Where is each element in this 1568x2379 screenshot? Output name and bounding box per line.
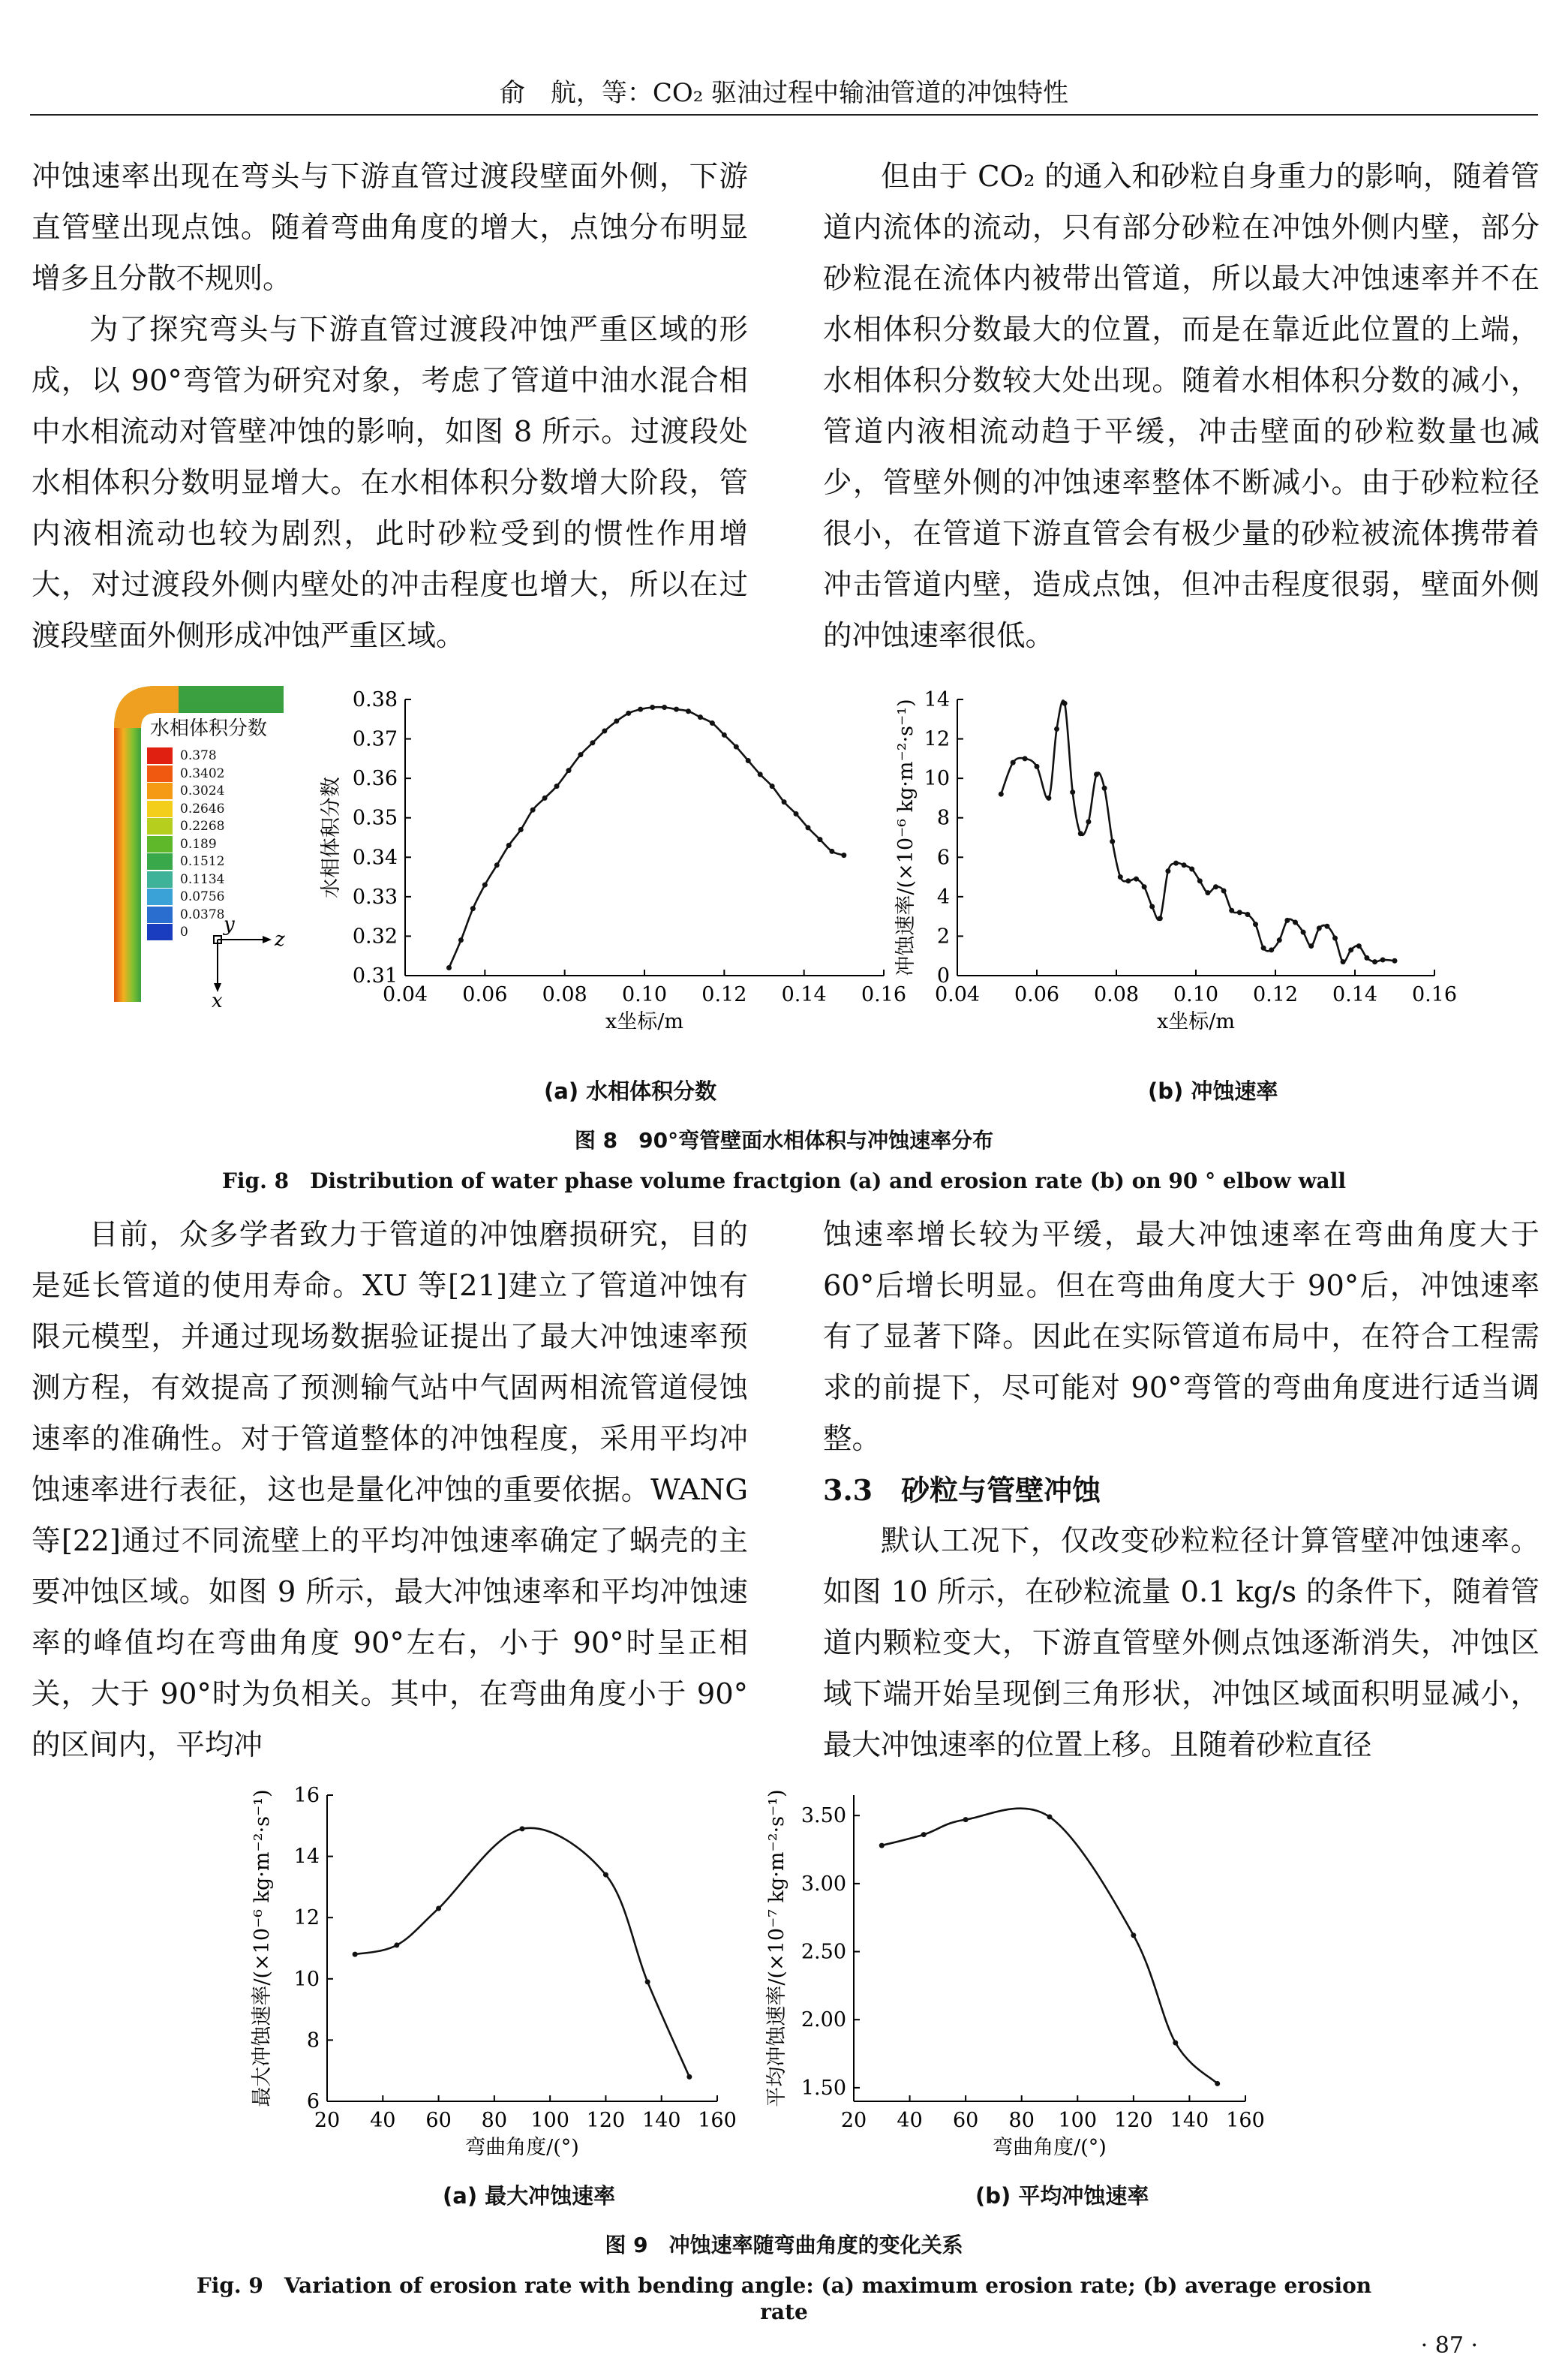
y-tick-label: 6 [306,2090,320,2113]
y-tick-label: 0.34 [352,846,398,870]
data-point [674,707,679,712]
running-header: 俞 航，等：CO₂ 驱油过程中输油管道的冲蚀特性 [499,78,1069,108]
legend-row [147,783,224,799]
data-point [353,1952,358,1957]
data-point [1062,701,1068,706]
axis-y-label: y [224,913,235,936]
legend-level-label: 0.2646 [180,801,225,817]
data-point [1293,920,1298,925]
paragraph: 目前，众多学者致力于管道的冲蚀磨损研究，目的是延长管道的使用寿命。XU 等[21]建立了管道冲蚀有限元模型，并通过现场数据验证提出了最大冲蚀速率预测方程，有效提高了预测输气站中气固两相流管道侵蚀速率的准确性。对于管道整体的冲蚀程度，采用平均冲蚀速率进行表征，这也是量化冲蚀的重要依据。WANG 等[22]通过不同流壁上的平均冲蚀速率确定了蜗壳的主要冲蚀区域。如图 9 所示，最大冲蚀速率和平均冲蚀速率的峰值均在弯曲角度 90°左右，小于 90°时呈正相关，大于 90°时为负相关。其中，在弯曲角度小于 90°的区间内，平均冲 [32,1218,748,1762]
data-point [1046,796,1051,801]
data-point [1372,959,1377,964]
data-point [650,705,655,710]
y-tick-label: 14 [924,688,950,711]
chart-fig8b [893,675,1508,1066]
data-point [518,827,524,832]
legend-level-label: 0.1134 [180,871,225,887]
data-point [1035,764,1040,769]
series-line [882,1809,1217,2084]
x-tick-label: 140 [1170,2109,1209,2132]
data-point [1158,916,1163,921]
page-number: · 87 · [1420,2332,1478,2359]
data-point [638,707,643,712]
text-col-left-2 [32,1210,748,1771]
y-tick-label: 8 [936,806,950,830]
data-point [1229,908,1234,913]
data-point [506,843,512,848]
legend-swatch [147,871,173,888]
text-col-right-2 [823,1210,1539,1771]
y-axis-label: 最大冲蚀速率/(×10⁻⁶ kg·m⁻²·s⁻¹) [251,1789,274,2107]
y-tick-label: 12 [293,1906,320,1930]
legend-row [147,924,188,940]
data-point [436,1905,441,1911]
legend-swatch [147,836,173,853]
x-tick-label: 0.16 [1411,983,1458,1006]
data-point [470,906,476,911]
data-point [1392,958,1398,964]
data-point [1253,922,1258,927]
data-point [1215,2081,1220,2086]
data-point [1086,819,1091,824]
data-point [1173,861,1179,866]
y-tick-label: 3.50 [801,1804,846,1828]
contour-legend [147,713,312,938]
data-point [1317,925,1322,931]
legend-swatch [147,889,173,905]
paragraph: 蚀速率增长较为平缓，最大冲蚀速率在弯曲角度大于 60°后增长明显。但在弯曲角度大于 90°后，冲蚀速率有了显著下降。因此在实际管道布局中，在符合工程需求的前提下，尽可能对 90°弯管的弯曲角度进行适当调整。 [823,1218,1539,1456]
data-point [1324,924,1329,929]
data-point [1047,1815,1053,1820]
fig8-caption-en: Fig. 8 Distribution of water phase volume fractgion (a) and erosion rate (b) on 90 ° elbow wall [222,1168,1346,1193]
x-tick-label: 0.08 [1093,983,1140,1006]
legend-level-label: 0 [180,925,188,940]
x-axis-label: 弯曲角度/(°) [465,2136,579,2159]
y-axis-label: 冲蚀速率/(×10⁻⁶ kg·m⁻²·s⁻¹) [894,699,918,976]
x-tick-label: 100 [530,2109,569,2132]
data-point [602,729,607,734]
fig8-subcaption-b: (b) 冲蚀速率 [1148,1078,1278,1104]
data-point [1189,867,1194,872]
data-point [614,718,619,723]
data-point [578,752,583,757]
x-axis-label: 弯曲角度/(°) [993,2136,1107,2159]
data-point [829,849,834,854]
x-tick-label: 0.04 [382,983,428,1006]
fig9-caption-en: Fig. 9 Variation of erosion rate with bending angle: (a) maximum erosion rate; (b) average erosion rate [196,2273,1372,2324]
legend-level-label: 0.0378 [180,907,225,922]
x-tick-label: 140 [641,2109,681,2132]
data-point [1277,937,1282,943]
legend-swatch [147,907,173,923]
fig9-subcaption-a: (a) 最大冲蚀速率 [443,2183,616,2209]
data-point [686,708,691,714]
legend-swatch [147,853,173,870]
legend-swatch [147,818,173,835]
y-tick-label: 2.50 [801,1940,846,1964]
data-point [520,1826,525,1831]
legend-swatch [147,924,173,940]
data-point [530,808,536,813]
legend-swatch [147,783,173,799]
data-point [662,705,667,710]
paragraph: 但由于 CO₂ 的通入和砂粒自身重力的影响，随着管道内流体的流动，只有部分砂粒在冲蚀外侧内壁，部分砂粒混在流体内被带出管道，所以最大冲蚀速率并不在水相体积分数最大的位置，而是在靠近此位置的上端，水相体积分数较大处出现。随着水相体积分数的减小，管道内液相流动趋于平缓，冲击壁面的砂粒数量也减少，管壁外侧的冲蚀速率整体不断减小。由于砂粒粒径很小，在管道下游直管会有极少量的砂粒被流体携带着冲击管道内壁，造成点蚀，但冲击程度很弱，壁面外侧的冲蚀速率很低。 [823,160,1539,653]
data-point [590,740,595,745]
x-tick-label: 60 [425,2109,452,2132]
data-point [1165,868,1170,874]
data-point [566,768,571,773]
data-point [1173,2041,1178,2046]
data-point [1182,862,1187,868]
data-point [1094,771,1099,777]
data-point [1125,878,1131,883]
data-point [1301,930,1306,935]
data-point [1221,888,1227,893]
data-point [626,711,631,716]
x-tick-label: 0.10 [621,983,668,1006]
data-point [1011,760,1016,765]
data-point [782,799,787,805]
text-col-right-1 [823,152,1539,662]
legend-row [147,818,224,835]
data-point [1078,831,1083,836]
y-tick-label: 12 [924,727,950,751]
x-tick-label: 0.14 [1332,983,1378,1006]
data-point [758,771,763,777]
data-point [482,883,488,888]
y-tick-label: 1.50 [801,2076,846,2100]
data-point [1245,912,1250,917]
legend-row [147,853,224,870]
axis-triad [203,908,308,1013]
data-point [921,1832,927,1837]
section-heading: 3.3 砂粒与管壁冲蚀 [823,1473,1101,1507]
data-point [1308,943,1314,949]
y-tick-label: 0 [936,964,950,988]
data-point [805,825,810,830]
y-axis-label: 水相体积分数 [320,777,343,898]
x-tick-label: 100 [1058,2109,1098,2132]
legend-row [147,871,224,888]
x-tick-label: 0.10 [1173,983,1219,1006]
data-point [963,1817,969,1822]
data-point [710,720,715,726]
y-axis-label: 平均冲蚀速率/(×10⁻⁷ kg·m⁻²·s⁻¹) [765,1789,789,2107]
series-line [355,1828,689,2077]
data-point [1332,936,1338,941]
legend-row [147,801,224,817]
x-tick-label: 0.12 [701,983,747,1006]
y-tick-label: 10 [924,767,950,791]
y-tick-label: 0.31 [352,964,398,988]
x-tick-label: 40 [897,2109,923,2132]
data-point [1380,957,1386,962]
data-point [1054,726,1059,732]
data-point [446,965,452,970]
y-tick-label: 3.00 [801,1872,846,1896]
paragraph: 默认工况下，仅改变砂粒粒径计算管壁冲蚀速率。如图 10 所示，在砂粒流量 0.1 kg/s 的条件下，随着管道内颗粒变大，下游直管壁外侧点蚀逐渐消失，冲蚀区域下端开始呈现倒三角形状，冲蚀区域面积明显减小，最大冲蚀速率的位置上移。且随着砂粒直径 [823,1524,1539,1762]
x-tick-label: 0.06 [1014,983,1060,1006]
legend-swatch [147,801,173,817]
x-tick-label: 0.04 [934,983,981,1006]
data-point [1134,877,1139,882]
legend-row [147,747,217,764]
axis-z-label: z [275,928,285,951]
data-point [1284,918,1290,923]
x-tick-label: 20 [314,2109,341,2132]
legend-title: 水相体积分数 [150,717,268,740]
data-point [746,758,751,763]
header-rule [30,114,1538,116]
data-point [458,937,464,943]
data-point [554,783,560,789]
y-tick-label: 2 [936,925,950,949]
legend-level-label: 0.2268 [180,819,225,834]
y-tick-label: 6 [936,846,950,870]
x-tick-label: 0.08 [542,983,587,1006]
data-point [734,744,739,750]
data-point [879,1843,885,1848]
x-axis-label: x坐标/m [605,1010,683,1033]
paragraph: 为了探究弯头与下游直管过渡段冲蚀严重区域的形成，以 90°弯管为研究对象，考虑了管道中油水混合相中水相流动对管壁冲蚀的影响，如图 8 所示。过渡段处水相体积分数明显增大。在水相体积分数增大阶段，管内液相流动也较为剧烈，此时砂粒受到的惯性作用增大，对过渡段外侧内壁处的冲击程度也增大，所以在过渡段壁面外侧形成冲蚀严重区域。 [32,313,748,653]
data-point [1205,890,1210,895]
y-tick-label: 0.33 [352,885,398,909]
x-tick-label: 40 [370,2109,396,2132]
data-point [1348,947,1353,952]
x-tick-label: 0.16 [861,983,907,1006]
axis-x-label: x [212,990,223,1012]
data-point [1356,943,1362,949]
x-tick-label: 160 [698,2109,737,2132]
x-tick-label: 0.12 [1252,983,1299,1006]
legend-level-label: 0.378 [180,748,217,763]
y-tick-label: 0.38 [352,688,398,711]
fig8-subcaption-a: (a) 水相体积分数 [544,1078,717,1104]
fig9-subcaption-b: (b) 平均冲蚀速率 [975,2183,1149,2209]
data-point [698,714,703,720]
data-point [1213,884,1218,889]
data-point [1197,878,1203,883]
x-tick-label: 0.06 [462,983,508,1006]
x-tick-label: 160 [1226,2109,1265,2132]
legend-level-label: 0.3402 [180,765,225,781]
y-tick-label: 10 [293,1967,320,1991]
data-point [394,1942,399,1947]
data-point [1023,756,1028,761]
data-point [1131,1932,1136,1938]
data-point [817,837,822,842]
data-point [1102,786,1107,791]
data-point [1110,839,1115,844]
legend-row [147,836,217,853]
data-point [494,862,500,868]
y-tick-label: 0.35 [352,806,398,830]
x-axis-label: x坐标/m [1157,1010,1235,1033]
x-tick-label: 120 [1114,2109,1153,2132]
data-point [1341,959,1346,964]
data-point [603,1872,608,1878]
data-point [1364,955,1369,961]
data-point [770,783,775,789]
data-point [1070,789,1075,795]
fig8-caption-zh: 图 8 90°弯管壁面水相体积与冲蚀速率分布 [574,1128,994,1153]
legend-row [147,765,224,782]
x-tick-label: 60 [952,2109,979,2132]
y-tick-label: 2.00 [801,2008,846,2032]
data-point [794,811,799,817]
y-tick-label: 14 [293,1845,320,1869]
data-point [999,792,1004,797]
data-point [1149,904,1155,910]
chart-fig9b [750,1764,1290,2176]
data-point [1237,910,1242,915]
fig9-caption-zh: 图 9 冲蚀速率随弯曲角度的变化关系 [605,2233,963,2257]
y-tick-label: 4 [936,885,950,909]
x-tick-label: 120 [586,2109,626,2132]
data-point [1269,947,1274,952]
legend-row [147,889,224,905]
data-point [645,1979,650,1984]
data-point [1261,946,1266,951]
data-point [1142,884,1147,889]
y-tick-label: 8 [306,2029,320,2053]
x-tick-label: 20 [840,2109,867,2132]
series-line [1001,700,1395,962]
x-tick-label: 80 [1008,2109,1035,2132]
legend-level-label: 0.1512 [180,854,225,869]
legend-level-label: 0.0756 [180,889,225,904]
y-tick-label: 0.37 [352,727,398,751]
data-point [1118,874,1123,880]
data-point [841,853,846,858]
legend-level-label: 0.3024 [180,783,225,799]
text-col-left-1 [32,152,748,662]
paragraph: 冲蚀速率出现在弯头与下游直管过渡段壁面外侧，下游直管壁出现点蚀。随着弯曲角度的增大，点蚀分布明显增多且分散不规则。 [32,160,748,296]
y-tick-label: 0.36 [352,767,398,791]
x-tick-label: 80 [481,2109,508,2132]
legend-level-label: 0.189 [180,836,217,852]
y-tick-label: 16 [293,1784,320,1807]
x-tick-label: 0.14 [781,983,827,1006]
y-tick-label: 0.32 [352,925,398,949]
chart-fig9a [225,1764,765,2176]
data-point [722,732,727,738]
legend-swatch [147,747,173,764]
legend-swatch [147,765,173,782]
data-point [686,2074,692,2080]
series-line [449,707,843,967]
data-point [542,796,548,801]
